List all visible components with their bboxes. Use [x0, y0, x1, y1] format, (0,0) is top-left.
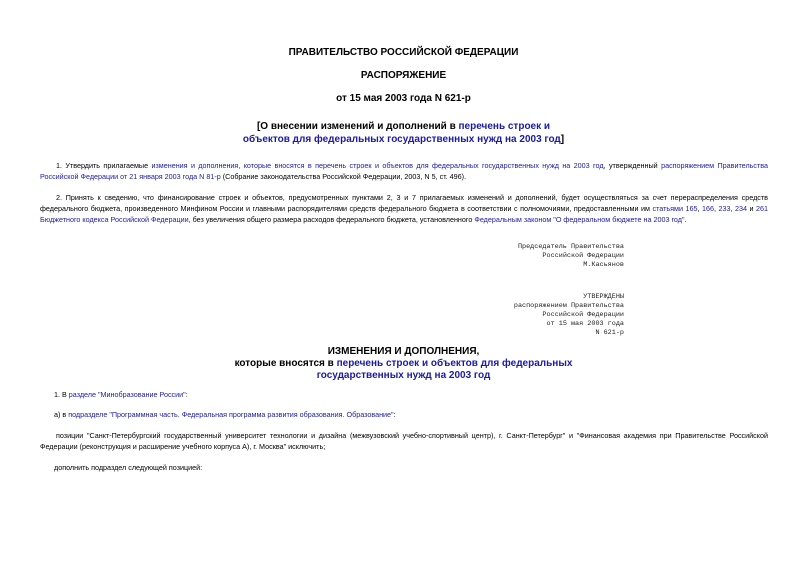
- changes-title-line-1: ИЗМЕНЕНИЯ И ДОПОЛНЕНИЯ,: [327, 346, 480, 357]
- change-item-1: [54, 389, 188, 400]
- approval-line-4: от 15 мая 2003 года: [546, 320, 624, 328]
- changes-title-link-2[interactable]: государственных нужд на 2003 год: [316, 370, 491, 381]
- p2-sep-3: ,: [730, 204, 735, 213]
- approval-line-2: распоряжением Правительства: [513, 302, 624, 310]
- change-item-a: [54, 409, 396, 420]
- item-1-text: 1. В: [54, 390, 69, 399]
- title-link-objects[interactable]: объектов для федеральных государственных нужд на 2003 год: [242, 134, 561, 145]
- title-close: ]: [560, 134, 565, 145]
- government-heading: ПРАВИТЕЛЬСТВО РОССИЙСКОЙ ФЕДЕРАЦИИ: [288, 47, 519, 58]
- changes-title-line-2: [0, 358, 807, 370]
- signature-line-2: Российской Федерации: [542, 252, 624, 260]
- paragraph-1: [40, 160, 768, 182]
- p2-sep-2: ,: [714, 204, 719, 213]
- approval-block: [514, 293, 624, 338]
- p2-text-c: .: [684, 215, 687, 224]
- p1-text-c: (Собрание законодательства Российской Федерации, 2003, N 5, ст. 496).: [220, 172, 467, 181]
- item-a-colon: :: [393, 410, 396, 419]
- signature-block: [518, 243, 624, 270]
- p2-link-article-233[interactable]: 233: [718, 204, 731, 213]
- p2-text-b: , без увеличения общего размера расходов федерального бюджета, установленного: [188, 215, 475, 224]
- approval-line-1: УТВЕРЖДЕНЫ: [583, 293, 624, 301]
- document-title: [0, 120, 807, 146]
- approval-line-5: N 621-р: [595, 329, 624, 337]
- changes-title-link-1[interactable]: перечень строек и объектов для федеральных: [336, 358, 573, 369]
- document-date: от 15 мая 2003 года N 621-р: [336, 93, 471, 104]
- title-open: [О внесении изменений и дополнений в: [256, 121, 459, 132]
- item-a-link-subsection[interactable]: подразделе "Программная часть. Федеральная программа развития образования. Образование": [68, 410, 394, 419]
- signature-line-3: М.Касьянов: [583, 261, 624, 269]
- paragraph-2: [40, 192, 768, 225]
- item-1-link-section[interactable]: разделе "Минобразование России": [68, 390, 186, 399]
- changes-title-text: которые вносятся в: [234, 358, 337, 369]
- item-a-text: а) в: [54, 410, 69, 419]
- supplement-line: дополнить подраздел следующей позицией:: [54, 463, 203, 472]
- title-link-list[interactable]: перечень строек и: [458, 121, 551, 132]
- document-type: РАСПОРЯЖЕНИЕ: [360, 70, 447, 81]
- changes-title: [0, 346, 807, 382]
- p2-link-article-165[interactable]: статьями 165: [652, 204, 698, 213]
- p1-text-a: 1. Утвердить прилагаемые: [56, 161, 152, 170]
- p2-link-budget-code[interactable]: 261 Бюджетного кодекса Российской Федерации: [40, 204, 769, 224]
- item-1-colon: :: [185, 390, 188, 399]
- p1-link-changes[interactable]: изменения и дополнения, которые вносятся в перечень строек и объектов для федеральных государственных нужд на 2003 год: [151, 161, 604, 170]
- p1-text-b: , утвержденный: [603, 161, 662, 170]
- p2-sep-4: и: [747, 204, 757, 213]
- positions-paragraph: позиции "Санкт-Петербургский государственный университет технологии и дизайна (межвузовский учебно-спортивный центр), г. Санкт-Петербург" и "Финансовая академия при Правительстве Российской Федерации (реконструкция и расширение учебного корпуса А), г. Москва" исключить;: [40, 431, 768, 451]
- p2-sep-1: ,: [697, 204, 702, 213]
- p1-link-order[interactable]: распоряжением Правительства Российской Федерации от 21 января 2003 года N 81-р: [40, 161, 768, 181]
- p2-text-a: 2. Принять к сведению, что финансирование строек и объектов, предусмотренных пунктами 2, 3 и 7 прилагаемых изменений и дополнений, будет осуществляться за счет перераспределения средств федерального бюджета, произведенного Минфином России и главными распорядителями средств федерального бюджета в соответствии с полномочиями, предоставленными им: [40, 193, 768, 213]
- signature-line-1: Председатель Правительства: [517, 243, 624, 251]
- p2-link-article-166[interactable]: 166: [702, 204, 714, 213]
- p2-link-article-234[interactable]: 234: [735, 204, 747, 213]
- p2-link-budget-law[interactable]: Федеральным законом "О федеральном бюджете на 2003 год": [474, 215, 685, 224]
- approval-line-3: Российской Федерации: [542, 311, 624, 319]
- changes-title-line-3: [0, 370, 807, 382]
